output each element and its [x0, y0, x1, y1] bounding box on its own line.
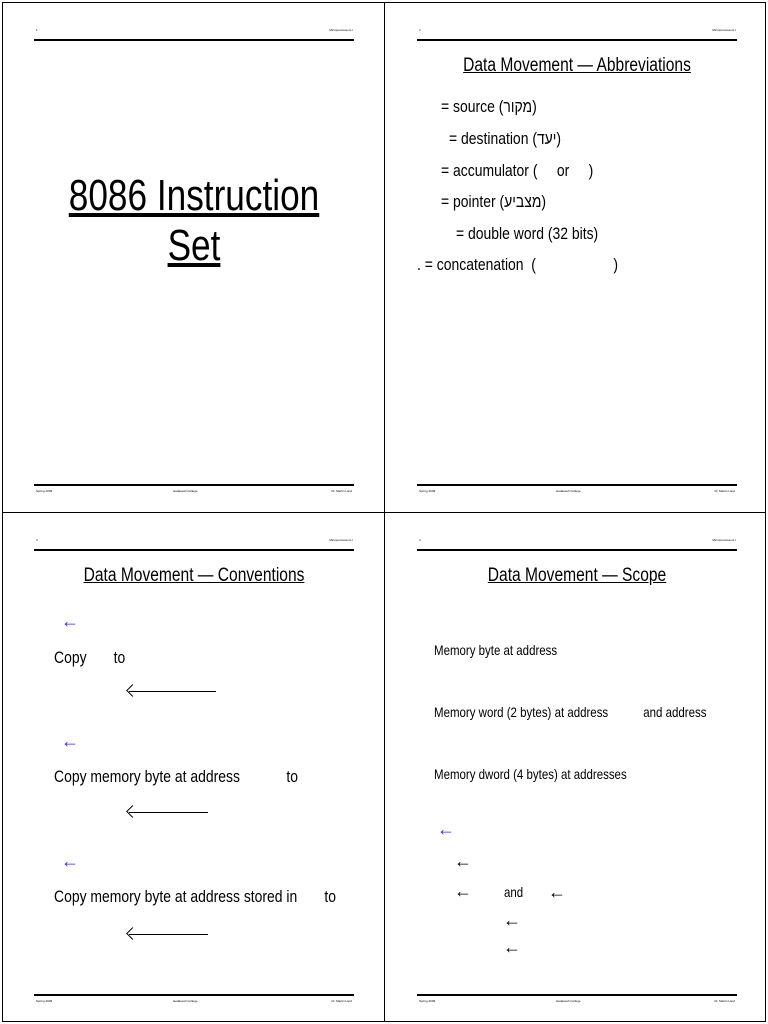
convention-text-3: Copy memory byte at address stored in to — [54, 887, 337, 906]
footer-semester: Spring 2009 — [419, 999, 436, 1003]
footer-author: Dr. Martin Land — [714, 489, 735, 493]
long-left-arrow-icon — [129, 691, 216, 692]
slide-number: 2 — [419, 28, 421, 32]
slide-2 — [386, 3, 768, 513]
abbrev-accumulator: = accumulator ( or ) — [441, 161, 594, 180]
convention-text-2: Copy memory byte at address to — [54, 767, 299, 786]
abbrev-destination: = destination (יעד) — [449, 129, 562, 148]
and-label: and — [504, 884, 524, 900]
slide-number: 4 — [419, 538, 421, 542]
header-rule — [34, 39, 354, 41]
footer-author: Dr. Martin Land — [331, 489, 352, 493]
footer-rule — [34, 994, 354, 996]
footer-rule — [417, 994, 737, 996]
left-arrow-icon: ← — [503, 937, 521, 957]
slide-title: 8086 Instruction Set — [68, 171, 320, 270]
slide-number: 3 — [36, 538, 38, 542]
footer-institution: Hadassah College — [556, 489, 581, 493]
footer-author: Dr. Martin Land — [331, 999, 352, 1003]
left-arrow-icon: ← — [503, 910, 521, 930]
footer-institution: Hadassah College — [556, 999, 581, 1003]
left-arrow-icon: ← — [454, 881, 472, 901]
course-name: Microprocessors I — [712, 538, 736, 542]
abbrev-concatenation: . = concatenation ( ) — [417, 255, 619, 274]
left-arrow-icon: ← — [548, 882, 566, 902]
convention-text-1: Copy to — [54, 648, 126, 667]
left-arrow-icon: ← — [61, 731, 79, 751]
header-rule — [417, 549, 737, 551]
slide-3 — [3, 513, 385, 1023]
scope-dword: Memory dword (4 bytes) at addresses — [434, 766, 627, 782]
footer-institution: Hadassah College — [173, 489, 198, 493]
abbrev-source: = source (מקור) — [441, 97, 537, 116]
footer-semester: Spring 2009 — [36, 489, 53, 493]
slide-number: 1 — [36, 28, 38, 32]
slide-1 — [3, 3, 385, 513]
left-arrow-icon: ← — [61, 611, 79, 631]
slide-title: Data Movement — Conventions — [83, 565, 305, 586]
scope-word: Memory word (2 bytes) at address and address — [434, 704, 707, 720]
left-arrow-icon: ← — [61, 851, 79, 871]
abbrev-pointer: = pointer (מצביע) — [441, 192, 547, 211]
left-arrow-icon: ← — [454, 851, 472, 871]
header-rule — [34, 549, 354, 551]
long-left-arrow-icon — [129, 812, 208, 813]
scope-byte: Memory byte at address — [434, 642, 558, 658]
footer-institution: Hadassah College — [173, 999, 198, 1003]
header-rule — [417, 39, 737, 41]
slide-4 — [386, 513, 768, 1023]
course-name: Microprocessors I — [329, 538, 353, 542]
footer-rule — [417, 484, 737, 486]
course-name: Microprocessors I — [712, 28, 736, 32]
footer-semester: Spring 2009 — [419, 489, 436, 493]
abbrev-double-word: = double word (32 bits) — [456, 224, 599, 243]
long-left-arrow-icon — [129, 934, 208, 935]
left-arrow-icon: ← — [437, 819, 455, 839]
footer-author: Dr. Martin Land — [714, 999, 735, 1003]
footer-rule — [34, 484, 354, 486]
course-name: Microprocessors I — [329, 28, 353, 32]
footer-semester: Spring 2009 — [36, 999, 53, 1003]
slide-title: Data Movement — Scope — [487, 565, 667, 586]
slide-title: Data Movement — Abbreviations — [463, 55, 691, 76]
